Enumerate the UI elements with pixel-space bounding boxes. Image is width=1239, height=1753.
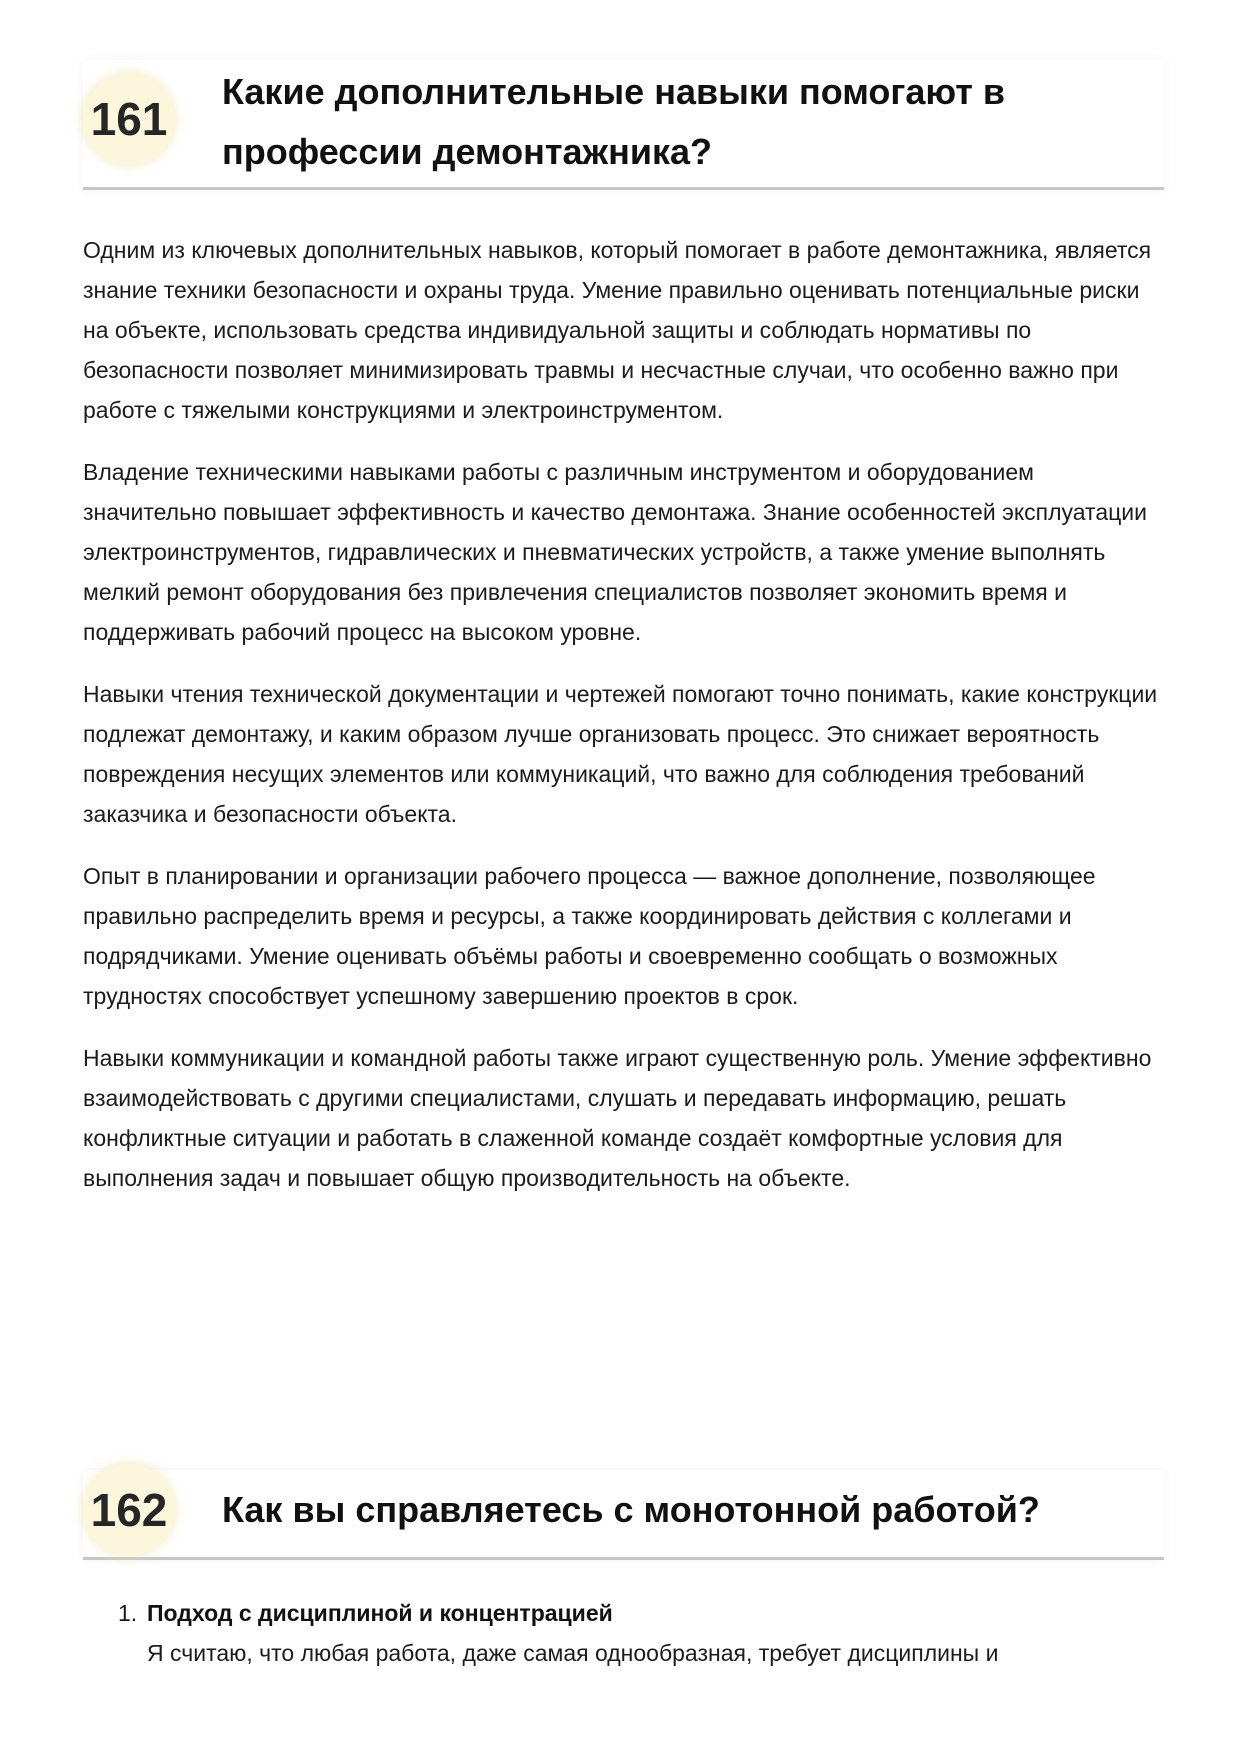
answer-paragraph: Опыт в планировании и организации рабочего процесса — важное дополнение, позволяющее правильно распределить время и ресурсы, а также координировать действия с коллегами и подрядчиками. Умение оценивать объёмы работы и своевременно сообщать о возможных трудностях способствует успешному завершению проектов в срок. [83,863,1096,1009]
list-item [83,1593,1164,1673]
answer-body [83,230,1164,1198]
list-item-text: Я считаю, что любая работа, даже самая однообразная, требует дисциплины и [147,1640,999,1666]
answer-paragraph: Навыки коммуникации и командной работы также играют существенную роль. Умение эффективно взаимодействовать с другими специалистами, слушать и передавать информацию, решать конфликтные ситуации и работать в слаженной команде создаёт комфортные условия для выполнения задач и повышает общую производительность на объекте. [83,1045,1152,1191]
question-title: Как вы справляетесь с монотонной работой? [222,1489,1040,1530]
list-item-title: Подход с дисциплиной и концентрацией [147,1600,613,1626]
list-item-number: 1. [118,1600,138,1626]
question-162-header [83,1470,1164,1560]
question-number-badge: 162 [83,1464,175,1556]
question-161-section [83,60,1164,1220]
answer-list [83,1593,1164,1673]
answer-paragraph: Одним из ключевых дополнительных навыков, который помогает в работе демонтажника, является знание техники безопасности и охраны труда. Умение правильно оценивать потенциальные риски на объекте, использовать средства индивидуальной защиты и соблюдать нормативы по безопасности позволяет минимизировать травмы и несчастные случаи, что особенно важно при работе с тяжелыми конструкциями и электроинструментом. [83,237,1152,423]
question-title: Какие дополнительные навыки помогают в профессии демонтажника? [222,71,1006,172]
question-161-header [83,60,1164,190]
question-number-badge: 161 [83,73,175,165]
question-162-section [83,1470,1164,1673]
answer-paragraph: Владение техническими навыками работы с различным инструментом и оборудованием значительно повышает эффективность и качество демонтажа. Знание особенностей эксплуатации электроинструментов, гидравлических и пневматических устройств, а также умение выполнять мелкий ремонт оборудования без привлечения специалистов позволяет экономить время и поддерживать рабочий процесс на высоком уровне. [83,459,1147,645]
answer-paragraph: Навыки чтения технической документации и чертежей помогают точно понимать, какие конструкции подлежат демонтажу, и каким образом лучше организовать процесс. Это снижает вероятность повреждения несущих элементов или коммуникаций, что важно для соблюдения требований заказчика и безопасности объекта. [83,681,1158,827]
